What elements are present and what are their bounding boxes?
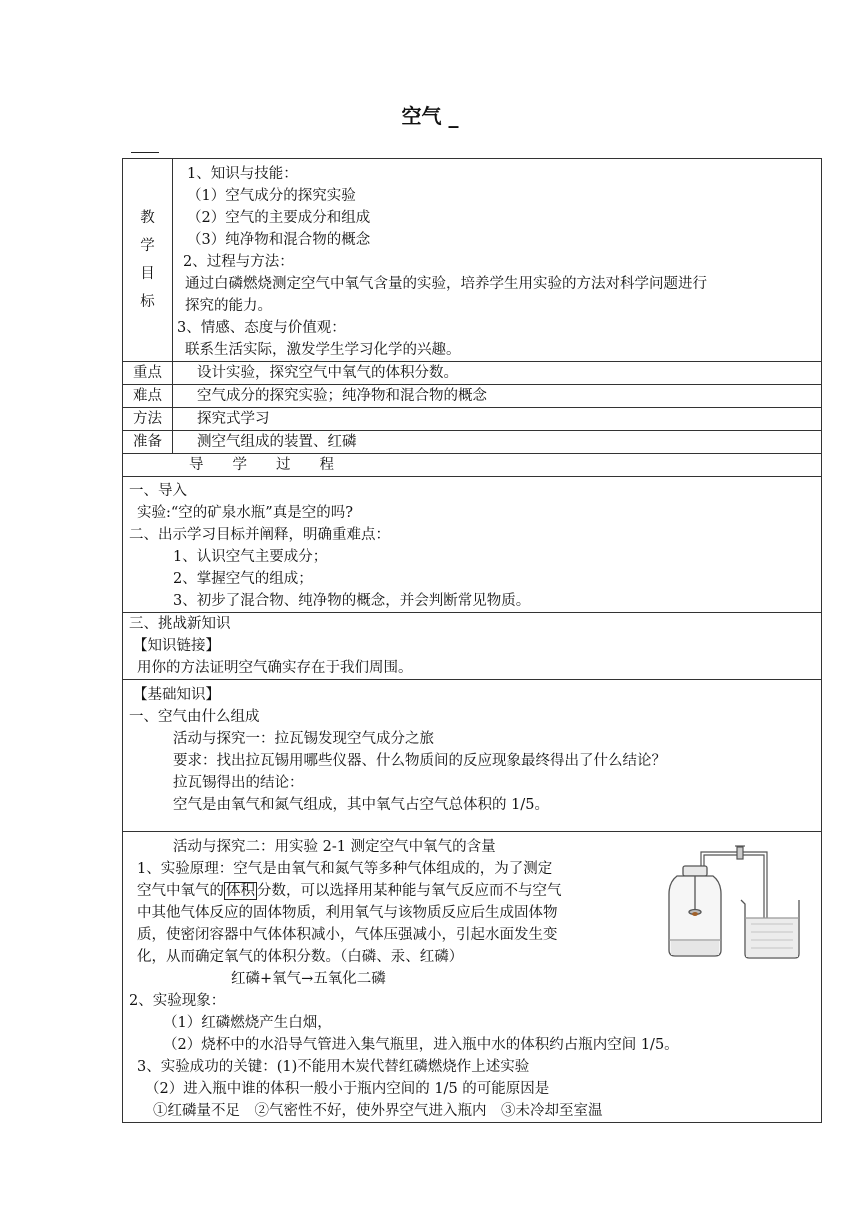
short-rule — [131, 152, 159, 153]
difficulty-row — [123, 385, 822, 408]
challenge-row — [123, 613, 822, 680]
basics-row — [123, 680, 822, 832]
principle-text: 分数，可以选择用某种能与氧气反应而不与空气 — [257, 883, 562, 899]
principle-line: 1、实验原理：空气是由氧气和氮气等多种气体组成的，为了测定 — [137, 861, 553, 877]
intro-line: 1、认识空气主要成分； — [173, 549, 328, 565]
experiment-heading: 活动与探究二：用实验 2-1 测定空气中氧气的含量 — [173, 839, 496, 855]
basics-line: 拉瓦锡得出的结论： — [173, 775, 304, 791]
objective-line: （1）空气成分的探究实验 — [187, 188, 356, 204]
lesson-table — [122, 158, 822, 1123]
intro-content — [123, 477, 822, 613]
objectives-row — [123, 159, 822, 362]
basics-content — [123, 680, 822, 832]
objectives-label-char: 教 — [140, 210, 155, 226]
principle-line: 化，从而确定氧气的体积分数。（白磷、汞、红磷） — [137, 949, 464, 965]
row-label: 方法 — [123, 408, 173, 431]
objective-line: 联系生活实际，激发学生学习化学的兴趣。 — [185, 342, 461, 358]
objective-line: 1、知识与技能： — [187, 166, 298, 182]
objective-line: 探究的能力。 — [185, 298, 272, 314]
intro-line: 2、掌握空气的组成； — [173, 571, 313, 587]
objectives-label-char: 学 — [140, 238, 155, 254]
objectives-label-char: 目 — [140, 266, 155, 282]
key-point-row — [123, 362, 822, 385]
challenge-line: 用你的方法证明空气确实存在于我们周围。 — [137, 660, 413, 676]
keys-line: （2）进入瓶中谁的体积一般小于瓶内空间的 1/5 的可能原因是 — [145, 1081, 550, 1097]
objective-line: 2、过程与方法： — [183, 254, 294, 270]
beaker — [741, 900, 799, 958]
basics-line: 要求：找出拉瓦锡用哪些仪器、什么物质间的反应现象最终得出了什么结论？ — [173, 753, 666, 769]
principle-line: 质，使密闭容器中气体体积减小，气体压强减小，引起水面发生变 — [137, 927, 558, 943]
phenomena-line: （1）红磷燃烧产生白烟， — [163, 1015, 332, 1031]
keys-line: ①红磷量不足 ②气密性不好，使外界空气进入瓶内 ③未冷却至室温 — [153, 1103, 603, 1119]
objective-line: 通过白磷燃烧测定空气中氧气含量的实验，培养学生用实验的方法对科学问题进行 — [185, 276, 707, 292]
intro-line: 实验:“空的矿泉水瓶”真是空的吗? — [137, 505, 353, 521]
intro-line: 一、导入 — [129, 483, 187, 499]
method-row — [123, 408, 822, 431]
row-label: 准备 — [123, 431, 173, 454]
page-title: 空气 _ — [401, 104, 459, 128]
reaction-equation: 红磷+氧气→五氧化二磷 — [231, 971, 386, 987]
principle-text: 空气中氧气的 — [137, 883, 224, 899]
objective-line: 3、情感、态度与价值观： — [177, 320, 346, 336]
phenomena-line: （2）烧杯中的水沿导气管进入集气瓶里，进入瓶中水的体积约占瓶内空间 1/5。 — [163, 1037, 679, 1053]
process-heading: 导 学 过 程 — [123, 454, 822, 477]
gas-bottle — [669, 866, 721, 956]
challenge-line: 【知识链接】 — [133, 638, 220, 654]
basics-line: 空气是由氧气和氮气组成，其中氧气占空气总体积的 1/5。 — [173, 797, 549, 813]
row-content: 空气成分的探究实验；纯净物和混合物的概念 — [173, 385, 822, 408]
row-content: 探究式学习 — [173, 408, 822, 431]
intro-row — [123, 477, 822, 613]
boxed-term: 体积 — [226, 883, 255, 899]
challenge-content — [123, 613, 822, 680]
objective-line: （3）纯净物和混合物的概念 — [187, 232, 371, 248]
keys-title: 3、实验成功的关键：(1)不能用木炭代替红磷燃烧作上述实验 — [137, 1059, 530, 1075]
objectives-label — [123, 159, 173, 362]
experiment-row — [123, 832, 822, 1123]
objectives-label-char: 标 — [140, 294, 155, 310]
apparatus-figure — [655, 838, 811, 962]
basics-line: 【基础知识】 — [133, 687, 220, 703]
objective-line: （2）空气的主要成分和组成 — [187, 210, 371, 226]
basics-line: 一、空气由什么组成 — [129, 709, 260, 725]
basics-line: 活动与探究一：拉瓦锡发现空气成分之旅 — [173, 731, 434, 747]
row-content: 设计实验，探究空气中氧气的体积分数。 — [173, 362, 822, 385]
row-content: 测空气组成的装置、红磷 — [173, 431, 822, 454]
row-label: 难点 — [123, 385, 173, 408]
challenge-line: 三、挑战新知识 — [129, 616, 231, 632]
phenomena-title: 2、实验现象： — [129, 993, 226, 1009]
preparation-row — [123, 431, 822, 454]
intro-line: 3、初步了混合物、纯净物的概念，并会判断常见物质。 — [173, 593, 531, 609]
process-heading-row — [123, 454, 822, 477]
experiment-content — [123, 832, 822, 1123]
principle-line: 中其他气体反应的固体物质，利用氧气与该物质反应后生成固体物 — [137, 905, 558, 921]
objectives-content — [173, 159, 822, 362]
intro-line: 二、出示学习目标并阐释，明确重难点： — [129, 527, 390, 543]
row-label: 重点 — [123, 362, 173, 385]
